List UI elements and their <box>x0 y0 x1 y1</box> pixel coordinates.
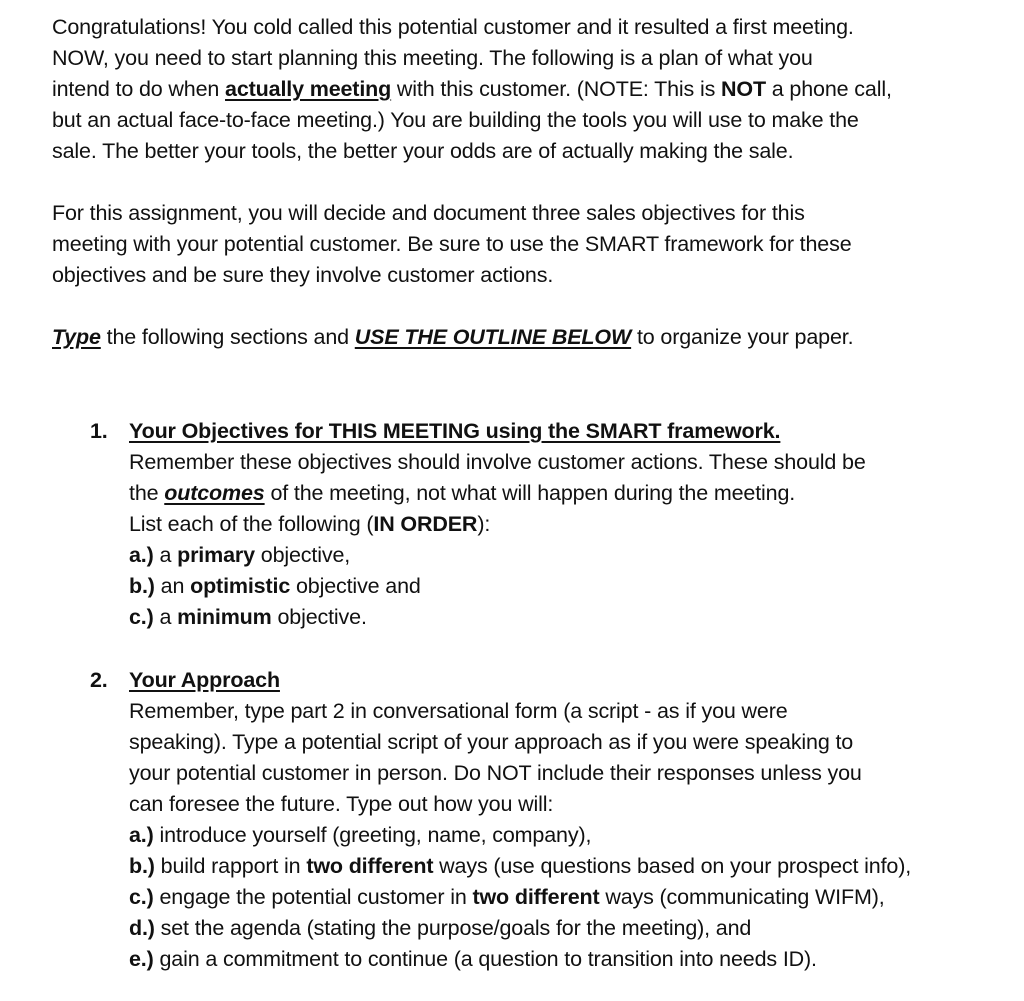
intro-text: intend to do when <box>52 77 226 101</box>
assignment-line-3: objectives and be sure they involve customer actions. <box>52 263 554 287</box>
item-text: build rapport in <box>154 854 307 878</box>
section-1-line-2 <box>129 478 795 509</box>
item-text: objective and <box>290 574 421 598</box>
section-1-line-1: Remember these objectives should involve customer actions. These should be <box>129 450 866 474</box>
item-emphasis: optimistic <box>190 574 291 598</box>
section-1-item-b <box>129 571 421 602</box>
item-text: engage the potential customer in <box>153 885 473 909</box>
intro-line-3 <box>52 74 892 105</box>
intro-line-2: NOW, you need to start planning this meeting. The following is a plan of what you <box>52 46 813 70</box>
instruction-text: to organize your paper. <box>631 325 854 349</box>
section-1-text: the <box>129 481 165 505</box>
item-letter: b.) <box>129 574 155 598</box>
item-text: set the agenda (stating the purpose/goals for the meeting), and <box>154 916 752 940</box>
emphasis-outcomes: outcomes <box>164 481 265 505</box>
section-2-item-d <box>129 913 751 944</box>
section-2-item-c <box>129 882 885 913</box>
item-emphasis: two different <box>306 854 434 878</box>
item-text: introduce yourself (greeting, name, company), <box>153 823 592 847</box>
section-1-text: ): <box>477 512 491 536</box>
section-2-line-4: can foresee the future. Type out how you will: <box>129 792 554 816</box>
item-emphasis: two different <box>472 885 600 909</box>
item-letter: c.) <box>129 605 154 629</box>
item-text: a <box>153 543 178 567</box>
instruction-line <box>52 322 853 353</box>
intro-line-4: but an actual face-to-face meeting.) You are building the tools you will use to make the <box>52 108 859 132</box>
intro-text: a phone call, <box>765 77 892 101</box>
intro-line-5: sale. The better your tools, the better your odds are of actually making the sale. <box>52 139 794 163</box>
item-letter: c.) <box>129 885 154 909</box>
emphasis-in-order: IN ORDER <box>373 512 478 536</box>
section-2-item-b <box>129 851 911 882</box>
section-1-item-c <box>129 602 367 633</box>
item-text: an <box>154 574 191 598</box>
item-emphasis: minimum <box>177 605 272 629</box>
item-text: ways (communicating WIFM), <box>599 885 885 909</box>
item-text: a <box>153 605 178 629</box>
section-2-item-a <box>129 820 591 851</box>
section-2-item-e <box>129 944 817 975</box>
section-1-number: 1. <box>90 419 108 443</box>
intro-text: with this customer. (NOTE: This is <box>391 77 722 101</box>
assignment-line-1: For this assignment, you will decide and document three sales objectives for this <box>52 201 805 225</box>
section-2-line-1: Remember, type part 2 in conversational form (a script - as if you were <box>129 699 788 723</box>
item-letter: b.) <box>129 854 155 878</box>
emphasis-outline: USE THE OUTLINE BELOW <box>354 325 632 349</box>
item-text: objective, <box>254 543 351 567</box>
item-text: gain a commitment to continue (a question to transition into needs ID). <box>153 947 817 971</box>
section-1-item-a <box>129 540 350 571</box>
item-letter: a.) <box>129 823 154 847</box>
section-2-line-2: speaking). Type a potential script of your approach as if you were speaking to <box>129 730 854 754</box>
intro-line-1: Congratulations! You cold called this potential customer and it resulted a first meeting. <box>52 15 854 39</box>
item-emphasis: primary <box>177 543 255 567</box>
section-2-number: 2. <box>90 668 108 692</box>
emphasis-type: Type <box>52 325 101 349</box>
section-1-line-3 <box>129 509 490 540</box>
item-letter: e.) <box>129 947 154 971</box>
section-1-text: List each of the following ( <box>129 512 374 536</box>
emphasis-actually-meeting: actually meeting <box>225 77 392 101</box>
item-letter: d.) <box>129 916 155 940</box>
instruction-text: the following sections and <box>100 325 355 349</box>
section-2-title: Your Approach <box>129 668 280 692</box>
assignment-line-2: meeting with your potential customer. Be sure to use the SMART framework for these <box>52 232 852 256</box>
item-letter: a.) <box>129 543 154 567</box>
emphasis-not: NOT <box>721 77 766 101</box>
item-text: objective. <box>271 605 367 629</box>
section-1-title: Your Objectives for THIS MEETING using the SMART framework. <box>129 419 781 443</box>
section-1-text: of the meeting, not what will happen during the meeting. <box>264 481 796 505</box>
item-text: ways (use questions based on your prospect info), <box>433 854 912 878</box>
section-2-line-3: your potential customer in person. Do NOT include their responses unless you <box>129 761 862 785</box>
